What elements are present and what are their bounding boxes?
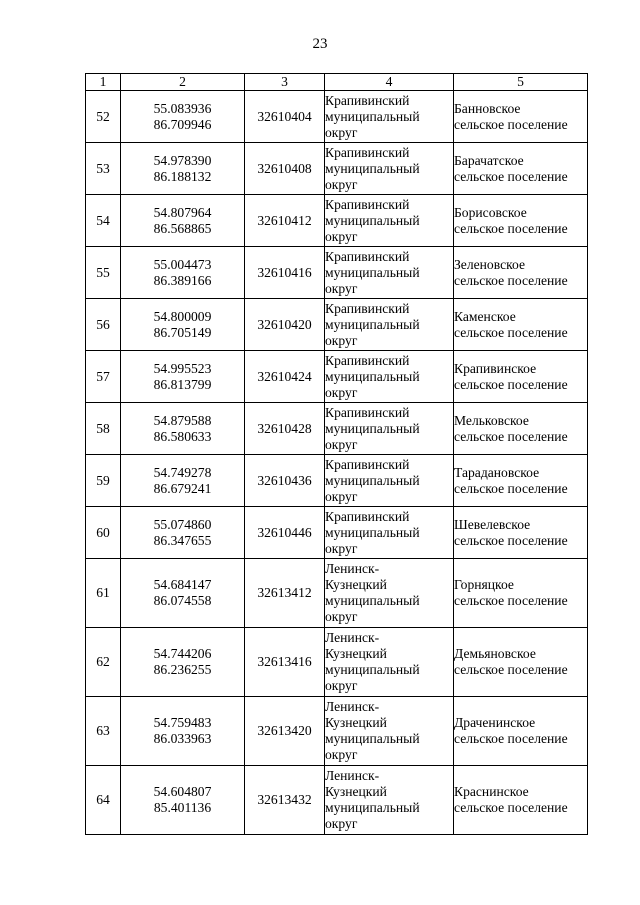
municipality-cell (325, 299, 454, 351)
settlement-line: сельское поселение (454, 731, 568, 746)
municipality-line: муниципальный (325, 264, 420, 280)
settlement-cell (454, 403, 588, 455)
settlement-line: сельское поселение (454, 116, 568, 132)
municipality-cell (325, 351, 454, 403)
municipality-line: Крапивинский (325, 248, 410, 264)
municipality-cell (325, 628, 454, 697)
settlement-cell (454, 766, 588, 835)
oktmo-code: 32610412 (245, 195, 325, 247)
longitude: 86.074558 (153, 593, 212, 608)
latitude: 54.759483 (153, 715, 212, 730)
latitude: 55.004473 (153, 256, 212, 272)
row-number: 60 (86, 507, 121, 559)
coordinates-cell (121, 91, 245, 143)
municipality-line: округ (325, 124, 358, 140)
municipality-cell (325, 766, 454, 835)
column-header: 3 (245, 74, 325, 91)
municipality-line: округ (325, 488, 358, 504)
oktmo-code: 32610416 (245, 247, 325, 299)
municipality-cell (325, 455, 454, 507)
settlements-table (85, 73, 588, 835)
settlement-cell (454, 143, 588, 195)
longitude: 86.813799 (153, 376, 212, 392)
oktmo-code: 32613420 (245, 697, 325, 766)
row-number: 61 (86, 559, 121, 628)
municipality-line: Ленинск- (325, 630, 380, 645)
settlement-cell (454, 299, 588, 351)
row-number: 62 (86, 628, 121, 697)
latitude: 54.995523 (153, 360, 212, 376)
table-row (86, 351, 588, 403)
coordinates-cell (121, 697, 245, 766)
latitude: 54.978390 (153, 152, 212, 168)
settlement-line: сельское поселение (454, 480, 568, 496)
longitude: 86.705149 (153, 324, 212, 340)
row-number: 52 (86, 91, 121, 143)
longitude: 86.236255 (153, 662, 212, 677)
column-header: 5 (454, 74, 588, 91)
latitude: 54.604807 (153, 784, 212, 799)
municipality-cell (325, 195, 454, 247)
municipality-line: округ (325, 747, 358, 762)
settlement-line: Тарадановское (454, 464, 540, 480)
latitude: 54.749278 (153, 464, 212, 480)
latitude: 54.800009 (153, 308, 212, 324)
settlement-cell (454, 195, 588, 247)
municipality-line: Крапивинский (325, 352, 410, 368)
municipality-line: муниципальный (325, 524, 420, 540)
settlement-line: Барачатское (454, 152, 524, 168)
settlement-cell (454, 455, 588, 507)
latitude: 54.744206 (153, 646, 212, 661)
municipality-line: округ (325, 176, 358, 192)
row-number: 55 (86, 247, 121, 299)
municipality-line: муниципальный (325, 420, 420, 436)
settlement-line: сельское поселение (454, 593, 568, 608)
municipality-line: Кузнецкий (325, 646, 387, 661)
page-number: 23 (312, 36, 328, 52)
oktmo-code: 32610424 (245, 351, 325, 403)
latitude: 55.083936 (153, 100, 212, 116)
municipality-line: округ (325, 332, 358, 348)
settlement-line: сельское поселение (454, 662, 568, 677)
municipality-line: муниципальный (325, 108, 420, 124)
oktmo-code: 32610404 (245, 91, 325, 143)
coordinates-cell (121, 766, 245, 835)
longitude: 86.709946 (153, 116, 212, 132)
settlement-cell (454, 507, 588, 559)
row-number: 59 (86, 455, 121, 507)
municipality-line: муниципальный (325, 472, 420, 488)
municipality-cell (325, 247, 454, 299)
settlement-line: сельское поселение (454, 324, 568, 340)
municipality-cell (325, 91, 454, 143)
municipality-line: Ленинск- (325, 561, 380, 576)
latitude: 55.074860 (153, 516, 212, 532)
settlement-line: Горняцкое (454, 577, 514, 592)
table-row (86, 628, 588, 697)
latitude: 54.879588 (153, 412, 212, 428)
longitude: 86.580633 (153, 428, 212, 444)
settlement-cell (454, 351, 588, 403)
row-number: 58 (86, 403, 121, 455)
coordinates-cell (121, 351, 245, 403)
table-row (86, 455, 588, 507)
table-row (86, 91, 588, 143)
table-row (86, 299, 588, 351)
municipality-line: Ленинск- (325, 768, 380, 783)
municipality-line: муниципальный (325, 316, 420, 332)
settlement-line: Каменское (454, 308, 516, 324)
longitude: 86.033963 (153, 731, 212, 746)
row-number: 56 (86, 299, 121, 351)
table-header-row (86, 74, 588, 91)
coordinates-cell (121, 247, 245, 299)
column-header: 4 (325, 74, 454, 91)
settlement-line: сельское поселение (454, 220, 568, 236)
municipality-line: Ленинск- (325, 699, 380, 714)
oktmo-code: 32610446 (245, 507, 325, 559)
settlement-cell (454, 697, 588, 766)
settlement-cell (454, 247, 588, 299)
settlement-line: сельское поселение (454, 532, 568, 548)
settlement-line: Банновское (454, 100, 521, 116)
table-row (86, 195, 588, 247)
longitude: 86.389166 (153, 272, 212, 288)
table-row (86, 247, 588, 299)
column-header: 1 (86, 74, 121, 91)
municipality-line: округ (325, 228, 358, 244)
settlement-line: Борисовское (454, 204, 527, 220)
municipality-line: муниципальный (325, 731, 420, 746)
municipality-line: Крапивинский (325, 92, 410, 108)
latitude: 54.684147 (153, 577, 212, 592)
row-number: 53 (86, 143, 121, 195)
settlement-cell (454, 559, 588, 628)
municipality-line: округ (325, 280, 358, 296)
municipality-line: муниципальный (325, 368, 420, 384)
table-row (86, 507, 588, 559)
municipality-cell (325, 559, 454, 628)
row-number: 63 (86, 697, 121, 766)
longitude: 86.679241 (153, 480, 212, 496)
column-header: 2 (121, 74, 245, 91)
settlement-line: сельское поселение (454, 272, 568, 288)
settlement-line: Шевелевское (454, 516, 531, 532)
settlement-line: Драченинское (454, 715, 536, 730)
row-number: 57 (86, 351, 121, 403)
oktmo-code: 32613416 (245, 628, 325, 697)
settlement-line: сельское поселение (454, 168, 568, 184)
coordinates-cell (121, 403, 245, 455)
municipality-line: Крапивинский (325, 196, 410, 212)
municipality-line: Крапивинский (325, 456, 410, 472)
municipality-cell (325, 507, 454, 559)
settlement-line: Крапивинское (454, 360, 537, 376)
coordinates-cell (121, 195, 245, 247)
table-row (86, 403, 588, 455)
settlement-line: Краснинское (454, 784, 529, 799)
municipality-line: округ (325, 436, 358, 452)
coordinates-cell (121, 299, 245, 351)
row-number: 64 (86, 766, 121, 835)
municipality-line: Кузнецкий (325, 577, 387, 592)
settlement-line: сельское поселение (454, 428, 568, 444)
municipality-line: округ (325, 609, 358, 624)
table-row (86, 559, 588, 628)
settlement-line: сельское поселение (454, 376, 568, 392)
settlement-line: Зеленовское (454, 256, 526, 272)
oktmo-code: 32613412 (245, 559, 325, 628)
coordinates-cell (121, 143, 245, 195)
coordinates-cell (121, 455, 245, 507)
municipality-line: муниципальный (325, 800, 420, 815)
municipality-line: округ (325, 678, 358, 693)
municipality-line: муниципальный (325, 662, 420, 677)
longitude: 85.401136 (153, 800, 212, 815)
settlement-cell (454, 91, 588, 143)
oktmo-code: 32610420 (245, 299, 325, 351)
settlement-line: сельское поселение (454, 800, 568, 815)
table-row (86, 143, 588, 195)
municipality-line: Крапивинский (325, 144, 410, 160)
municipality-line: муниципальный (325, 212, 420, 228)
coordinates-cell (121, 507, 245, 559)
oktmo-code: 32610428 (245, 403, 325, 455)
longitude: 86.568865 (153, 220, 212, 236)
municipality-line: округ (325, 384, 358, 400)
longitude: 86.347655 (153, 532, 212, 548)
municipality-line: Крапивинский (325, 508, 410, 524)
municipality-cell (325, 403, 454, 455)
municipality-line: Кузнецкий (325, 784, 387, 799)
municipality-line: муниципальный (325, 160, 420, 176)
settlement-line: Мельковское (454, 412, 529, 428)
table-row (86, 766, 588, 835)
municipality-line: Кузнецкий (325, 715, 387, 730)
municipality-line: Крапивинский (325, 404, 410, 420)
municipality-line: округ (325, 816, 358, 831)
coordinates-cell (121, 559, 245, 628)
coordinates-cell (121, 628, 245, 697)
latitude: 54.807964 (153, 204, 212, 220)
settlement-cell (454, 628, 588, 697)
municipality-cell (325, 143, 454, 195)
oktmo-code: 32610408 (245, 143, 325, 195)
oktmo-code: 32613432 (245, 766, 325, 835)
municipality-line: округ (325, 540, 358, 556)
oktmo-code: 32610436 (245, 455, 325, 507)
row-number: 54 (86, 195, 121, 247)
municipality-cell (325, 697, 454, 766)
municipality-line: Крапивинский (325, 300, 410, 316)
longitude: 86.188132 (153, 168, 212, 184)
municipality-line: муниципальный (325, 593, 420, 608)
settlement-line: Демьяновское (454, 646, 536, 661)
table-row (86, 697, 588, 766)
